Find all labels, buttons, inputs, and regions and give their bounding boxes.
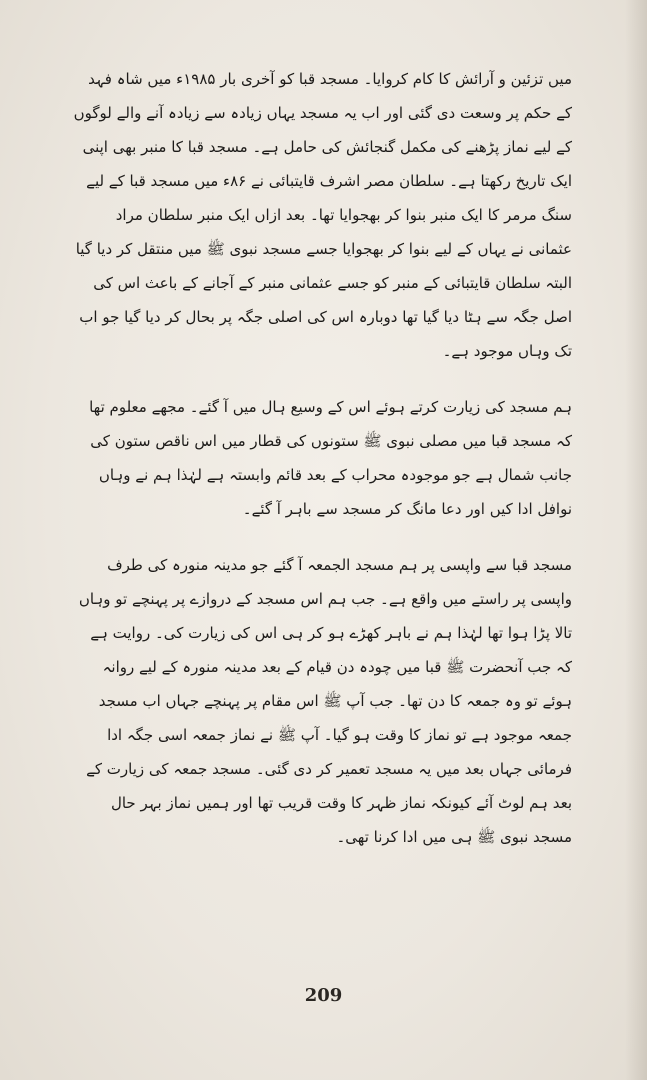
- paragraph-masjid-quba-history: میں تزئین و آرائش کا کام کروایا۔ مسجد قبا کو آخری بار ۱۹۸۵ء میں شاہ فہد کے حکم پر وسعت دی گئی اور اب یہ مسجد یہاں زیادہ سے زیادہ آنے والے لوگوں کے لیے نماز پڑھنے کی مکمل گنجائش کی حامل ہے۔ مسجد قبا کا منبر بھی اپنی ایک تاریخ رکھتا ہے۔ سلطان مصر اشرف قایتبائی نے ۸۶ء میں مسجد قبا کے لیے سنگ مرمر کا ایک منبر بنوا کر بھجوایا تھا۔ بعد ازاں ایک منبر سلطان مراد عثمانی نے یہاں کے لیے بنوا کر بھجوایا جسے مسجد نبوی ﷺ میں منتقل کر دیا گیا البتہ سلطان قایتبائی کے منبر کو جسے عثمانی منبر کے آجانے کے باعث اس کی اصل جگہ سے ہٹا دیا گیا تھا دوبارہ اس کی اصلی جگہ پر بحال کر دیا گیا جو اب تک وہاں موجود ہے۔: [73, 70, 572, 360]
- paragraph-masjid-jumua: مسجد قبا سے واپسی پر ہم مسجد الجمعہ آ گئے جو مدینہ منورہ کی طرف واپسی پر راستے میں واقع ہے۔ جب ہم اس مسجد کے دروازے پر پہنچے تو وہاں تالا پڑا ہوا تھا لہٰذا ہم نے باہر کھڑے ہو کر ہی اس کی زیارت کی۔ روایت ہے کہ جب آنحضرت ﷺ قبا میں چودہ دن قیام کے بعد مدینہ منورہ کے لیے روانہ ہوئے تو وہ جمعہ کا دن تھا۔ جب آپ ﷺ اس مقام پر پہنچے جہاں اب مسجد جمعہ موجود ہے تو نماز کا وقت ہو گیا۔ آپ ﷺ نے نماز جمعہ اسی جگہ ادا فرمائی جہاں بعد میں یہ مسجد تعمیر کر دی گئی۔ مسجد جمعہ کی زیارت کے بعد ہم لوٹ آئے کیونکہ نماز ظہر کا وقت قریب تھا اور ہمیں نماز بہر حال مسجد نبوی ﷺ ہی میں ادا کرنا تھی۔: [78, 556, 572, 846]
- body-text: [72, 62, 572, 854]
- paragraph-masjid-visit-hall: ہم مسجد کی زیارت کرتے ہوئے اس کے وسیع ہال میں آ گئے۔ مجھے معلوم تھا کہ مسجد قبا میں مصلی نبوی ﷺ ستونوں کی قطار میں اس ناقص ستون کی جانب شمال ہے جو موجودہ محراب کے بعد قائم وابستہ ہے لہٰذا ہم نے وہاں نوافل ادا کیں اور دعا مانگ کر مسجد سے باہر آ گئے۔: [89, 398, 572, 518]
- page-number: 209: [304, 985, 343, 1006]
